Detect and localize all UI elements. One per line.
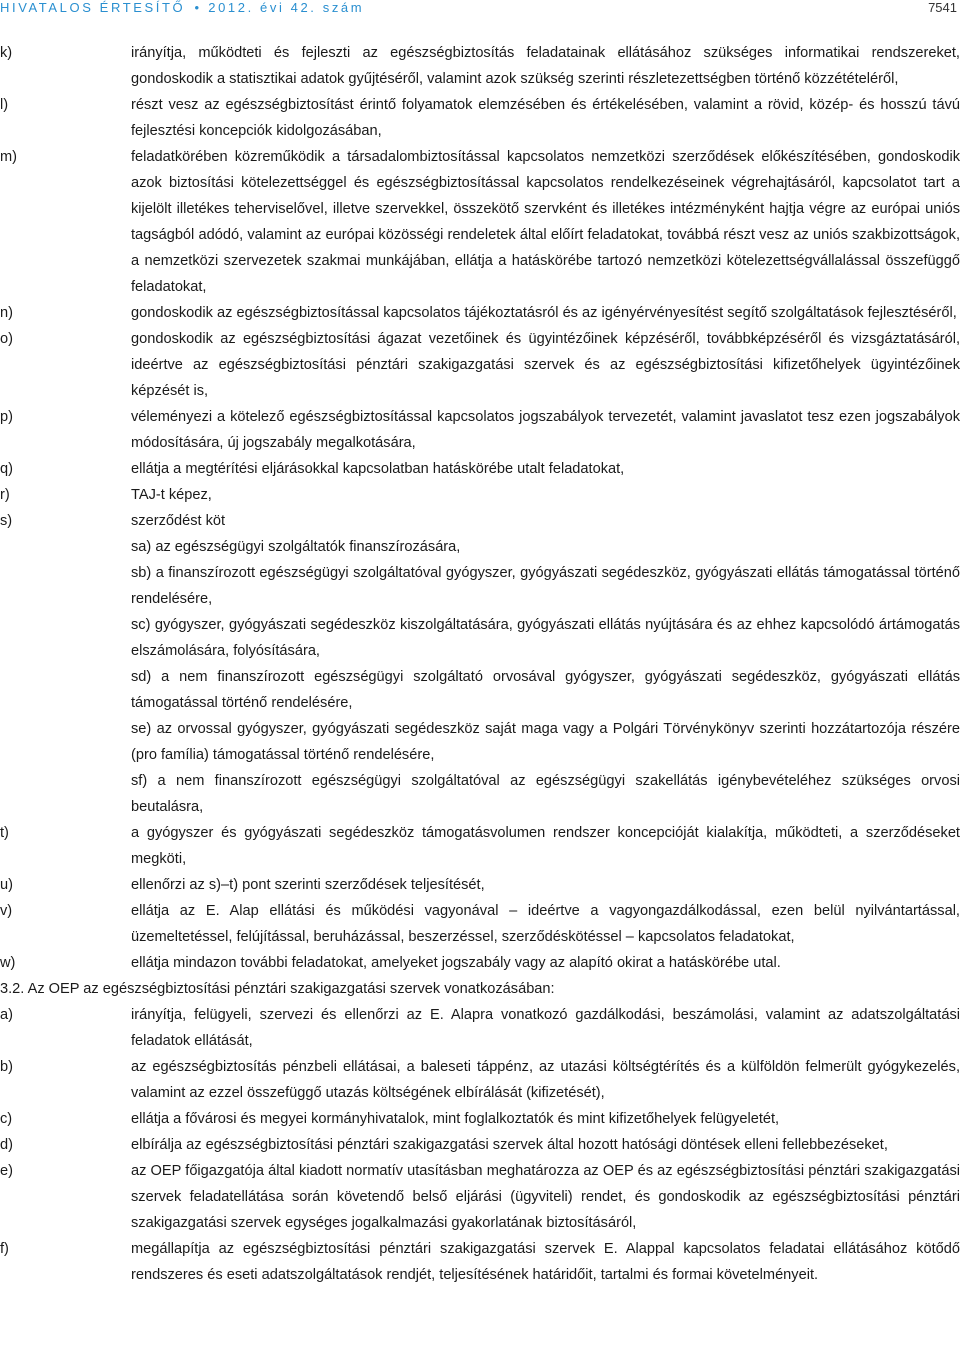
list-item (0, 404, 960, 456)
item-text: az OEP főigazgatója által kiadott normatív utasításban meghatározza az OEP és az egészségbiztosítási pénztári szakigazgatási szervek feladatellátása során követendő belső eljárási (ügyviteli) rendet, és gondoskodik az egészségbiztosítási pénztári szakigazgatási szervek egységes jogalkalmazási gyakorlatának biztosításáról, (131, 1163, 960, 1231)
item-label: b) (0, 1059, 13, 1075)
item-label: v) (0, 903, 13, 919)
item-text: véleményezi a kötelező egészségbiztosítással kapcsolatos jogszabályok tervezetét, valamint javaslatot tesz ezen jogszabályok módosítására, új jogszabály megalkotására, (131, 409, 960, 451)
item-text: sb) a finanszírozott egészségügyi szolgáltatóval gyógyszer, gyógyászati segédeszköz, gyógyászati ellátás támogatással történő rendelésére, (131, 565, 960, 607)
list-item (0, 716, 960, 768)
item-label: p) (0, 409, 13, 425)
list-item (0, 534, 960, 560)
list-item (0, 820, 960, 872)
list-item (0, 92, 960, 144)
list-item (0, 560, 960, 612)
item-text: ellátja az E. Alap ellátási és működési vagyonával – ideértve a vagyongazdálkodással, ezen belül nyilvántartással, üzemeltetéssel, felújítással, beruházással, beszerzéssel, szerződéskötéssel – kapcsolatos feladatokat, (131, 903, 960, 945)
document-body (0, 40, 960, 1288)
item-text: ellenőrzi az s)–t) pont szerinti szerződések teljesítését, (131, 877, 485, 893)
journal-header (0, 0, 364, 15)
item-text: sa) az egészségügyi szolgáltatók finanszírozására, (131, 539, 461, 555)
item-label: t) (0, 825, 9, 841)
item-label: q) (0, 461, 13, 477)
item-label: k) (0, 45, 13, 61)
item-text: megállapítja az egészségbiztosítási pénztári szakigazgatási szervek E. Alappal kapcsolatos feladatai ellátásához kötődő rendszeres és eseti adatszolgáltatások rendjét, teljesítésének határidőit, tartalmi és formai követelményeit. (131, 1241, 960, 1283)
item-label: e) (0, 1163, 13, 1179)
item-text: irányítja, felügyeli, szervezi és ellenőrzi az E. Alapra vonatkozó gazdálkodási, beszámolási, valamint az adatszolgáltatási feladatok ellátását, (131, 1007, 960, 1049)
item-text: sc) gyógyszer, gyógyászati segédeszköz kiszolgáltatására, gyógyászati ellátás nyújtására és az ehhez kapcsolódó ártámogatás elszámolására, folyósítására, (131, 617, 960, 659)
list-item (0, 508, 960, 534)
list-item (0, 40, 960, 92)
item-label: d) (0, 1137, 13, 1153)
item-text: ellátja a megtérítési eljárásokkal kapcsolatban hatáskörébe utalt feladatokat, (131, 461, 625, 477)
item-label: u) (0, 877, 13, 893)
issue-label: 2012. évi 42. szám (208, 0, 365, 15)
item-text: gondoskodik az egészségbiztosítással kapcsolatos tájékoztatásról és az igényérvényesítést segítő szolgáltatások fejlesztéséről, (131, 305, 957, 321)
item-label: c) (0, 1111, 13, 1127)
item-label: r) (0, 487, 10, 503)
item-text: gondoskodik az egészségbiztosítási ágazat vezetőinek és ügyintézőinek képzéséről, továbbképzéséről és vizsgáztatásáról, ideértve az egészségbiztosítási pénztári szakigazgatási szervek és az egészségbiztosítási kifizetőhelyek ügyintézőinek képzését is, (131, 331, 960, 399)
item-text: feladatkörében közreműködik a társadalombiztosítással kapcsolatos nemzetközi szerződések előkészítésében, gondoskodik azok biztosítási kötelezettséggel és egészségbiztosítással kapcsolatos rendelkezéseinek végrehajtásáról, kapcsolatot tart a kijelölt illetékes teherviselővel, illetve szervekkel, összekötő szervként és illetékes intézményként hajtja végre az európai uniós tagságból adódó, valamint az európai közösségi rendeletek által előírt feladatokat, továbbá részt vesz az uniós szakbizottságok, a nemzetközi szervezetek szakmai munkájában, ellátja a hatáskörébe tartozó nemzetközi kötelezettségvállalással összefüggő feladatokat, (131, 149, 960, 295)
page-number: 7541 (928, 0, 957, 15)
section-heading: 3.2. Az OEP az egészségbiztosítási pénztári szakigazgatási szervek vonatkozásában: (0, 981, 555, 997)
item-list (0, 40, 960, 976)
header-bullet: • (194, 0, 200, 15)
item-label: w) (0, 955, 16, 971)
list-item (0, 1158, 960, 1236)
journal-title: HIVATALOS ÉRTESÍTŐ (0, 0, 186, 15)
item-text: irányítja, működteti és fejleszti az egészségbiztosítás feladatainak ellátásához szükséges informatikai rendszereket, gondoskodik a statisztikai adatok gyűjtéséről, valamint azok szükség szerinti részletezettségben történő közzétételéről, (131, 45, 960, 87)
list-item (0, 1236, 960, 1288)
item-label: n) (0, 305, 13, 321)
list-item (0, 872, 960, 898)
item-label: m) (0, 149, 18, 165)
item-text: szerződést köt (131, 513, 226, 529)
list-item (0, 1054, 960, 1106)
item-text: se) az orvossal gyógyszer, gyógyászati segédeszköz saját maga vagy a Polgári Törvénykönyv szerinti hozzátartozója részére (pro família) támogatással történő rendelésére, (131, 721, 960, 763)
list-item (0, 144, 960, 300)
item-list-oep (0, 1002, 960, 1288)
item-text: részt vesz az egészségbiztosítást érintő folyamatok elemzésében és értékelésében, valamint a rövid, közép- és hosszú távú fejlesztési koncepciók kidolgozásában, (131, 97, 960, 139)
item-label: a) (0, 1007, 13, 1023)
item-text: elbírálja az egészségbiztosítási pénztári szakigazgatási szervek által hozott hatósági döntések elleni fellebbezéseket, (131, 1137, 888, 1153)
list-item (0, 612, 960, 664)
list-item (0, 456, 960, 482)
list-item (0, 1132, 960, 1158)
list-item (0, 664, 960, 716)
item-text: sf) a nem finanszírozott egészségügyi szolgáltatóval az egészségügyi szakellátás igénybevételéhez szükséges orvosi beutalásra, (131, 773, 960, 815)
item-label: s) (0, 513, 13, 529)
list-item (0, 898, 960, 950)
list-item (0, 1002, 960, 1054)
item-label: l) (0, 97, 9, 113)
item-label: o) (0, 331, 13, 347)
item-text: ellátja a fővárosi és megyei kormányhivatalok, mint foglalkoztatók és mint kifizetőhelyek felügyeletét, (131, 1111, 780, 1127)
list-item (0, 768, 960, 820)
list-item (0, 326, 960, 404)
list-item (0, 482, 960, 508)
item-text: a gyógyszer és gyógyászati segédeszköz támogatásvolumen rendszer koncepcióját kialakítja, működteti, a szerződéseket megköti, (131, 825, 960, 867)
item-text: TAJ-t képez, (131, 487, 212, 503)
page-header (0, 0, 960, 20)
item-label: f) (0, 1241, 9, 1257)
list-item (0, 950, 960, 976)
item-text: az egészségbiztosítás pénzbeli ellátásai, a baleseti táppénz, az utazási költségtérítés és a külföldön felmerült gyógykezelés, valamint az ezzel összefüggő utazás költségének elbírálását (kifizetését), (131, 1059, 960, 1101)
item-text: ellátja mindazon további feladatokat, amelyeket jogszabály vagy az alapító okirat a hatáskörébe utal. (131, 955, 781, 971)
list-item (0, 300, 960, 326)
item-text: sd) a nem finanszírozott egészségügyi szolgáltató orvosával gyógyszer, gyógyászati segédeszköz, gyógyászati ellátás támogatással történő rendelésére, (131, 669, 960, 711)
list-item (0, 1106, 960, 1132)
